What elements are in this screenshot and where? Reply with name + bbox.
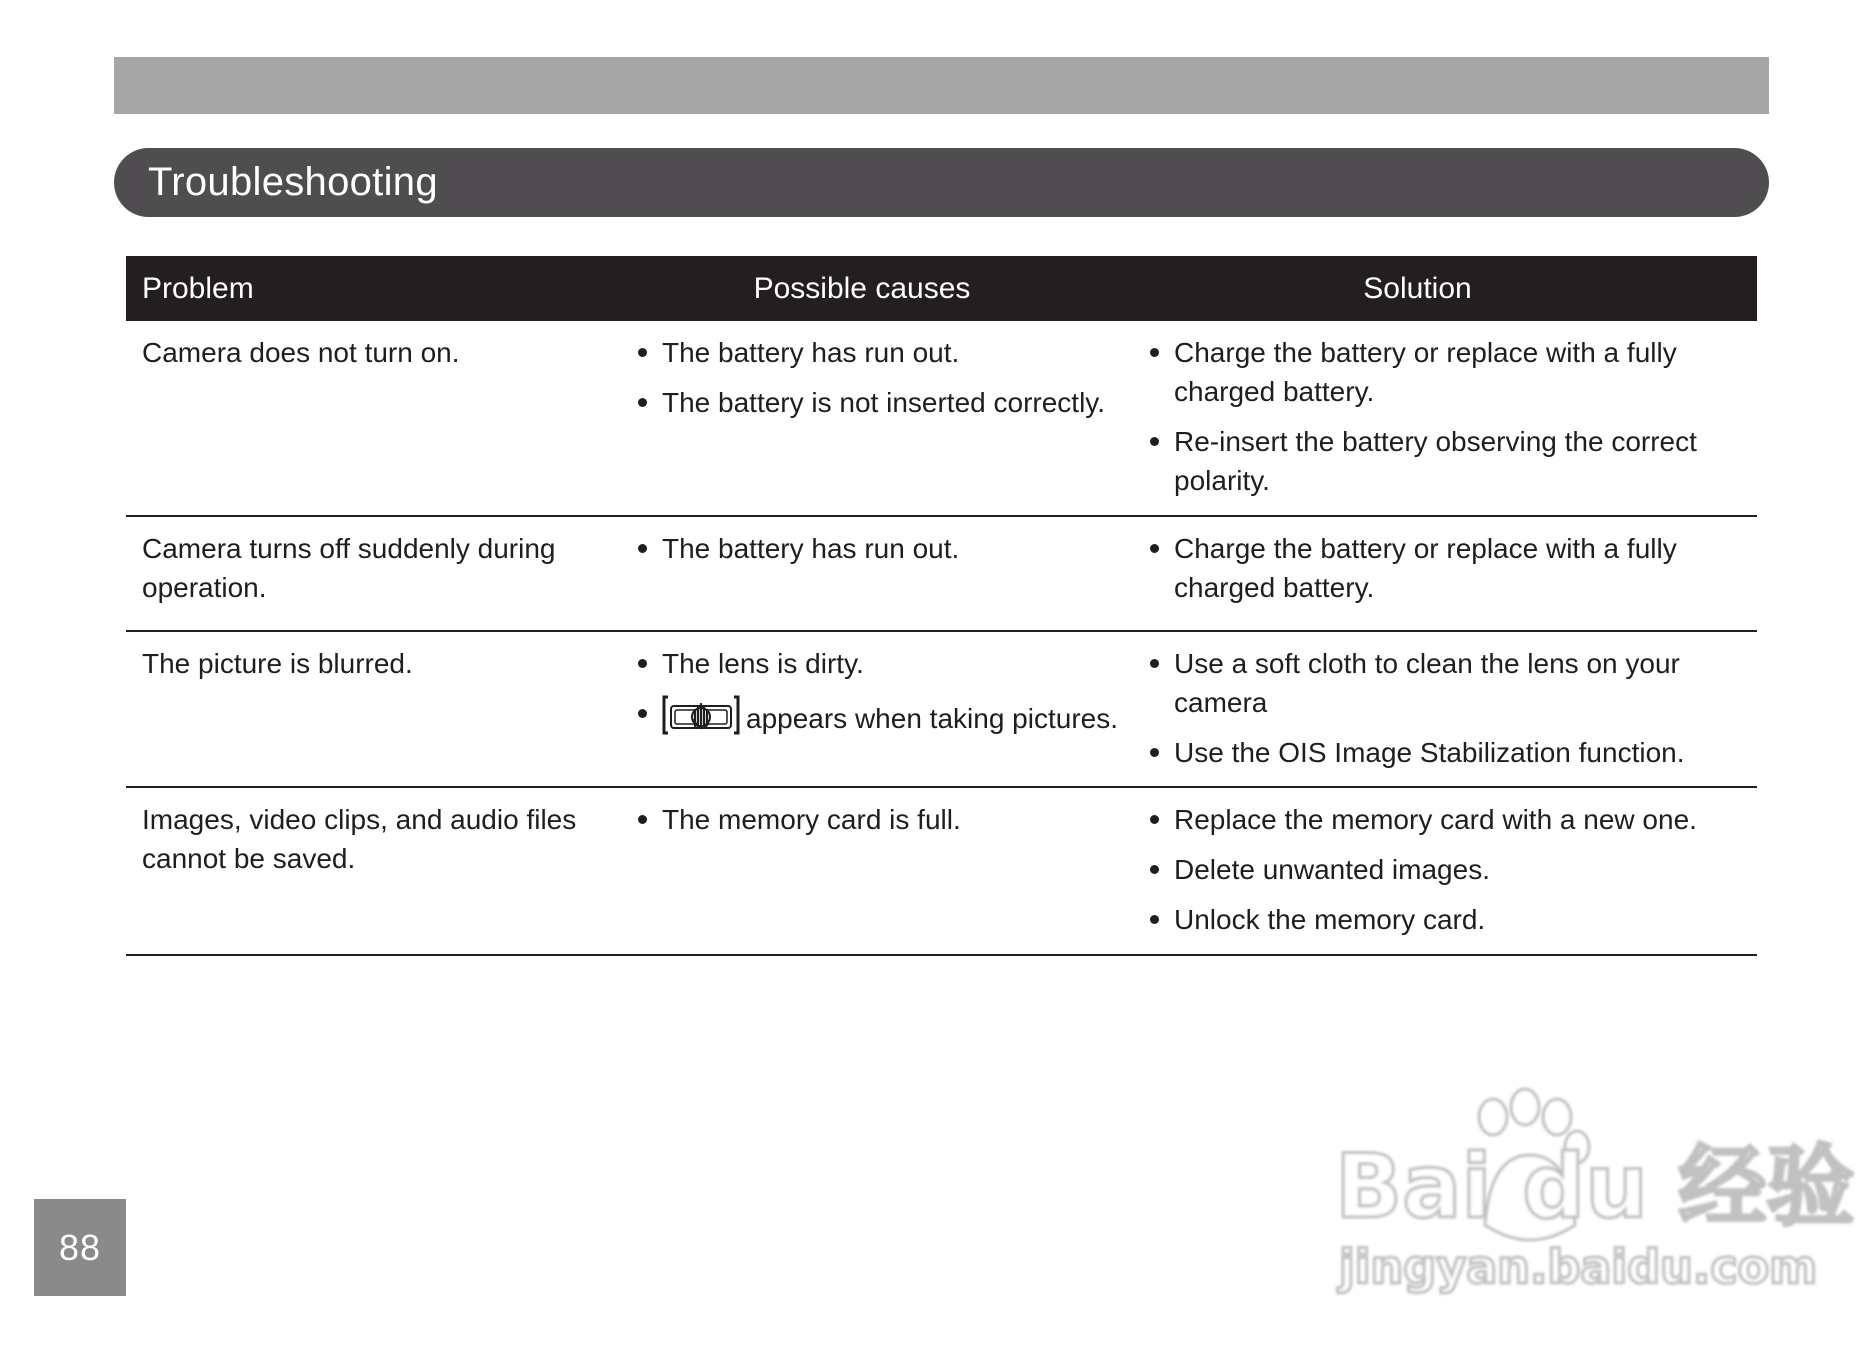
- solution-cell: [1138, 632, 1757, 786]
- solution-item: Replace the memory card with a new one.: [1148, 800, 1757, 839]
- page-number-box: [34, 1199, 126, 1296]
- header-solution: Solution: [1363, 271, 1472, 305]
- cause-item: The lens is dirty.: [636, 644, 1138, 683]
- solution-item: Unlock the memory card.: [1148, 900, 1757, 939]
- cause-item: The battery has run out.: [636, 333, 1138, 372]
- cause-item: The memory card is full.: [636, 800, 1138, 839]
- section-title-bar: [114, 148, 1769, 217]
- solution-item: Re-insert the battery observing the correct polarity.: [1148, 422, 1757, 500]
- page-title: Troubleshooting: [148, 160, 438, 204]
- solution-item: Use the OIS Image Stabilization function.: [1148, 733, 1757, 772]
- page-number: 88: [58, 1226, 102, 1268]
- solution-cell: [1138, 321, 1757, 515]
- table-row: [126, 517, 1757, 632]
- cause-item-text: appears when taking pictures.: [746, 703, 1118, 734]
- solution-cell: [1138, 788, 1757, 954]
- solution-item: Charge the battery or replace with a fully charged battery.: [1148, 529, 1757, 607]
- solution-item: Charge the battery or replace with a fully charged battery.: [1148, 333, 1757, 411]
- watermark-url: jingyan.baidu.com: [1339, 1240, 1818, 1294]
- problem-cell: The picture is blurred.: [142, 648, 413, 679]
- table-row: [126, 788, 1757, 956]
- troubleshooting-table: [126, 256, 1757, 956]
- problem-cell: Camera turns off suddenly during operation.: [142, 533, 556, 603]
- table-row: [126, 321, 1757, 517]
- table-row: [126, 632, 1757, 788]
- cause-item: The battery has run out.: [636, 529, 1138, 568]
- causes-cell: [626, 632, 1138, 786]
- camera-shake-icon: [662, 694, 740, 736]
- solution-item: Delete unwanted images.: [1148, 850, 1757, 889]
- solution-cell: [1138, 517, 1757, 630]
- causes-cell: [626, 321, 1138, 515]
- header-causes: Possible causes: [753, 271, 971, 305]
- problem-cell: Camera does not turn on.: [142, 337, 460, 368]
- table-header: [126, 256, 1757, 321]
- cause-item: The battery is not inserted correctly.: [636, 383, 1138, 422]
- solution-item: Use a soft cloth to clean the lens on your camera: [1148, 644, 1757, 722]
- problem-cell: Images, video clips, and audio files cannot be saved.: [142, 804, 577, 874]
- cause-item-shake: [636, 694, 1138, 738]
- causes-cell: [626, 788, 1138, 954]
- watermark-brand: Bai du 经验: [1335, 1135, 1855, 1238]
- header-problem: Problem: [142, 271, 254, 305]
- baidu-watermark-logo: [1325, 1085, 1855, 1305]
- causes-cell: [626, 517, 1138, 630]
- top-decor-bar: [114, 57, 1769, 114]
